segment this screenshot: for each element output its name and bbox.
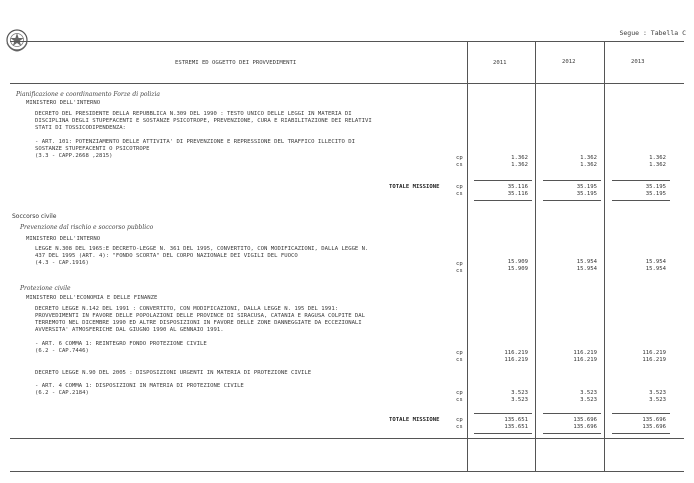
decree-line: DECRETO DEL PRESIDENTE DELLA REPUBBLICA N.309 DEL 1990 : TESTO UNICO DELLE LEGGI IN MATERIA DI — [35, 111, 352, 117]
total-cp-2011: 35.116 — [507, 184, 528, 190]
decree-line: PROVVEDIMENTI IN FAVORE DELLE POPOLAZIONI DELLE PROVINCE DI SIRACUSA, CATANIA E RAGUSA COLPITE DAL — [35, 313, 366, 319]
value-cs-2013: 15.954 — [645, 266, 666, 272]
decree-line: (4.3 - CAP.1916) — [35, 260, 89, 266]
program-title: Protezione civile — [20, 285, 71, 292]
cs-flag: cs — [456, 424, 463, 430]
total-cp-2013: 135.696 — [642, 417, 666, 423]
value-cp-2012: 1.362 — [580, 155, 597, 161]
ministry-name: MINISTERO DELL'INTERNO — [26, 236, 101, 242]
divider-flag-col — [467, 41, 468, 471]
value-cp-2013: 3.523 — [649, 390, 666, 396]
article-line: - ART. 101: POTENZIAMENTO DELLE ATTIVITA' DI PREVENZIONE E REPRESSIONE DEL TRAFFICO ILLECITO DI — [35, 139, 355, 145]
cp-flag: cp — [456, 390, 463, 396]
total-mission-label: TOTALE MISSIONE — [389, 417, 440, 423]
total-cp-2011: 135.651 — [504, 417, 528, 423]
year-2011-header: 2011 — [493, 60, 507, 66]
total-cp-2012: 135.696 — [573, 417, 597, 423]
total-cs-2012: 135.696 — [573, 424, 597, 430]
value-cp-2013: 15.954 — [645, 259, 666, 265]
decree-line: AVVERSITA' ATMOSFERICHE DAL GIUGNO 1990 AL GENNAIO 1991. — [35, 327, 224, 333]
value-cs-2012: 15.954 — [576, 266, 597, 272]
total-cp-2013: 35.195 — [645, 184, 666, 190]
article-line: (3.3 - CAPP.2668 ,2815) — [35, 153, 113, 159]
article-line: (6.2 - CAP.2184) — [35, 390, 89, 396]
cs-flag: cs — [456, 191, 463, 197]
value-cp-2013: 116.219 — [642, 350, 666, 356]
value-cs-2013: 116.219 — [642, 357, 666, 363]
decree-line: STATI DI TOSSICODIPENDENZA: — [35, 125, 126, 131]
value-cs-2012: 116.219 — [573, 357, 597, 363]
total-cs-2011: 135.651 — [504, 424, 528, 430]
total-cs-2012: 35.195 — [576, 191, 597, 197]
article-line: - ART. 6 COMMA 1: REINTEGRO FONDO PROTEZIONE CIVILE — [35, 341, 207, 347]
cp-flag: cp — [456, 261, 463, 267]
ministry-name: MINISTERO DELL'ECONOMIA E DELLE FINANZE — [26, 295, 158, 301]
total-cs-2011: 35.116 — [507, 191, 528, 197]
value-cp-2011: 116.219 — [504, 350, 528, 356]
decree-line: DECRETO LEGGE N.142 DEL 1991 : CONVERTITO, CON MODIFICAZIONI, DALLA LEGGE N. 195 DEL 1991: — [35, 306, 339, 312]
cp-flag: cp — [456, 155, 463, 161]
decree-line: 437 DEL 1995 (ART. 4): "FONDO SCORTA" DEL CORPO NAZIONALE DEI VIGILI DEL FUOCO — [35, 253, 298, 259]
value-cs-2011: 3.523 — [511, 397, 528, 403]
value-cp-2011: 15.909 — [507, 259, 528, 265]
year-2012-header: 2012 — [562, 59, 576, 65]
value-cp-2011: 1.362 — [511, 155, 528, 161]
decree-line: DISCIPLINA DEGLI STUPEFACENTI E SOSTANZE PSICOTROPE, PREVENZIONE, CURA E RIABILITAZIONE DEI RELATIVI — [35, 118, 372, 124]
divider-2012-col — [604, 41, 605, 471]
article-line: - ART. 4 COMMA 1: DISPOSIZIONI IN MATERIA DI PROTEZIONE CIVILE — [35, 383, 244, 389]
value-cs-2012: 1.362 — [580, 162, 597, 168]
value-cp-2012: 15.954 — [576, 259, 597, 265]
year-2013-header: 2013 — [631, 59, 645, 65]
total-mission-label: TOTALE MISSIONE — [389, 184, 440, 190]
value-cs-2011: 116.219 — [504, 357, 528, 363]
continued-label: Segue : Tabella C — [619, 29, 686, 37]
value-cp-2011: 3.523 — [511, 390, 528, 396]
decree-line: LEGGE N.308 DEL 1965:E DECRETO-LEGGE N. 361 DEL 1995, CONVERTITO, CON MODIFICAZIONI, DALLA LEGGE N. — [35, 246, 369, 252]
cs-flag: cs — [456, 268, 463, 274]
article-line: SOSTANZE STUPEFACENTI O PSICOTROPE — [35, 146, 150, 152]
cs-flag: cs — [456, 397, 463, 403]
decree-line: DECRETO LEGGE N.90 DEL 2005 : DISPOSIZIONI URGENTI IN MATERIA DI PROTEZIONE CIVILE — [35, 370, 312, 376]
cp-flag: cp — [456, 417, 463, 423]
cs-flag: cs — [456, 162, 463, 168]
total-cs-2013: 35.195 — [645, 191, 666, 197]
value-cp-2012: 116.219 — [573, 350, 597, 356]
value-cs-2011: 15.909 — [507, 266, 528, 272]
program-title: Pianificazione e coordinamento Forze di polizia — [16, 91, 160, 98]
divider-2011-col — [535, 41, 536, 471]
program-title: Prevenzione dal rischio e soccorso pubblico — [20, 224, 154, 231]
value-cp-2013: 1.362 — [649, 155, 666, 161]
cp-flag: cp — [456, 350, 463, 356]
value-cp-2012: 3.523 — [580, 390, 597, 396]
decree-line: TERREMOTO NEL DICEMBRE 1990 ED ALTRE DISPOSIZIONI IN FAVORE DELLE ZONE DANNEGGIATE DA ECCEZIONALI — [35, 320, 362, 326]
ministry-name: MINISTERO DELL'INTERNO — [26, 100, 101, 106]
value-cs-2013: 3.523 — [649, 397, 666, 403]
value-cs-2012: 3.523 — [580, 397, 597, 403]
mission-title: Soccorso civile — [12, 213, 57, 220]
article-line: (6.2 - CAP.7446) — [35, 348, 89, 354]
total-cp-2012: 35.195 — [576, 184, 597, 190]
value-cs-2011: 1.362 — [511, 162, 528, 168]
cp-flag: cp — [456, 184, 463, 190]
value-cs-2013: 1.362 — [649, 162, 666, 168]
republic-emblem-icon — [4, 27, 30, 53]
column-header-title: ESTREMI ED OGGETTO DEI PROVVEDIMENTI — [175, 60, 297, 66]
cs-flag: cs — [456, 357, 463, 363]
total-cs-2013: 135.696 — [642, 424, 666, 430]
